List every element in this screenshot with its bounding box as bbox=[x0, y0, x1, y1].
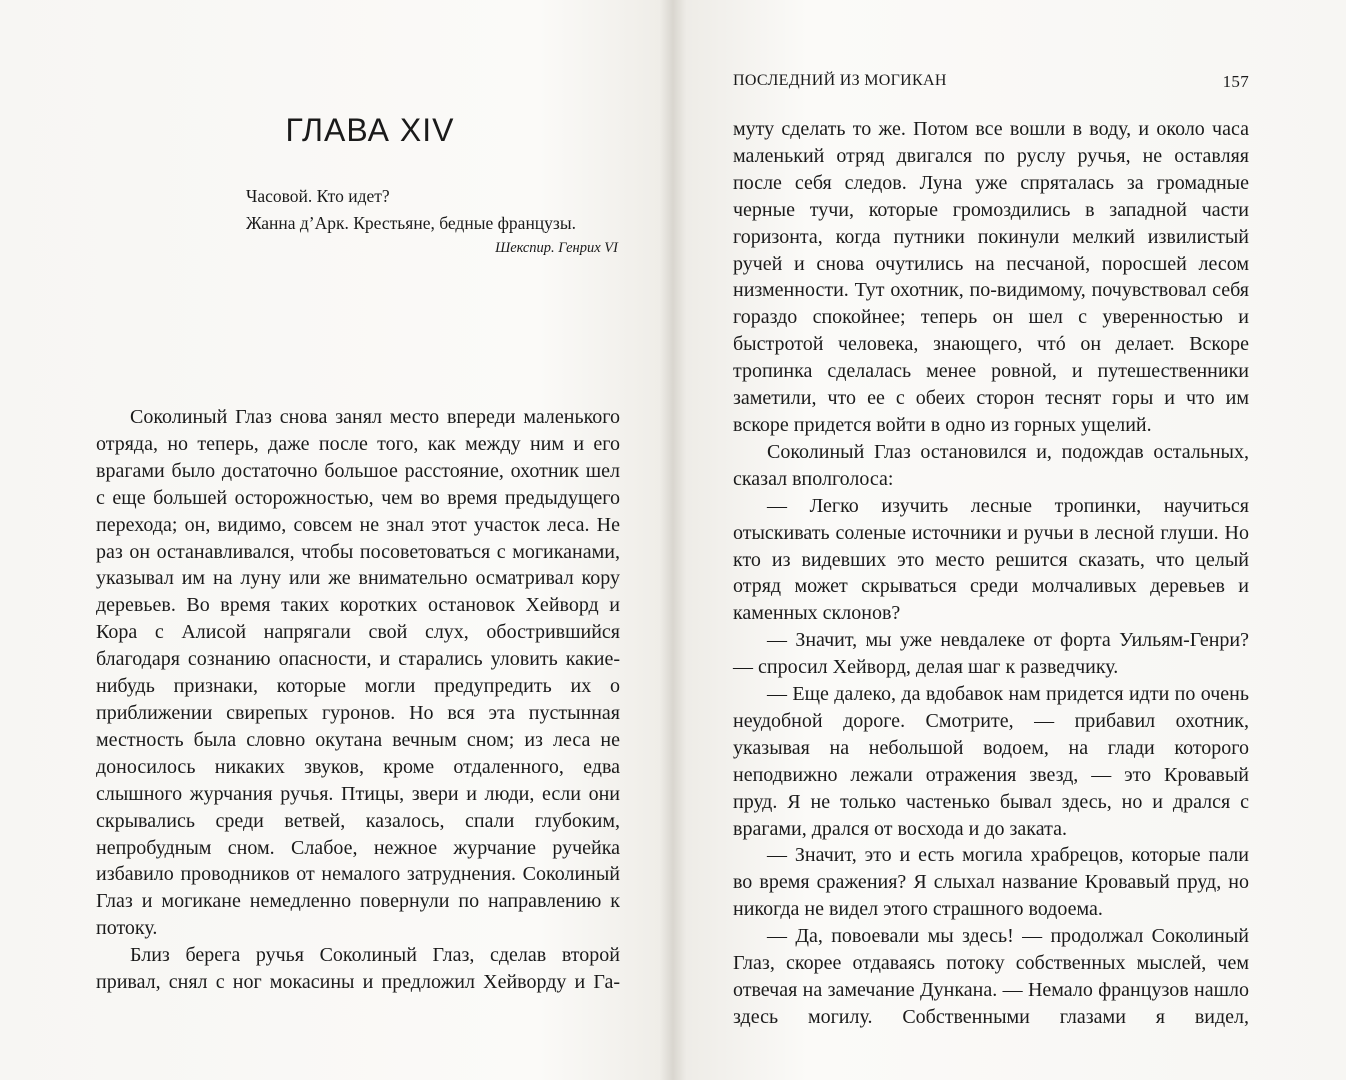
running-head-title: ПОСЛЕДНИЙ ИЗ МОГИКАН bbox=[733, 72, 947, 89]
paragraph: — Значит, мы уже невдалеке от форта Уильям-Генри? — спросил Хейворд, делая шаг к разведчику. bbox=[733, 629, 1249, 679]
left-body-text bbox=[96, 404, 620, 996]
paragraph: — Значит, это и есть могила храбрецов, которые пали во время сражения? Я слыхал название Кровавый пруд, но никогда не видел этого страшного водоема. bbox=[733, 844, 1249, 921]
paragraph: Соколиный Глаз остановился и, подождав остальных, сказал вполголоса: bbox=[733, 440, 1249, 490]
epigraph bbox=[246, 183, 618, 259]
paragraph: — Да, повоевали мы здесь! — продолжал Соколиный Глаз, скорее отдаваясь потоку собственных мыслей, чем отвечая на замечание Дункана. — Немало французов нашло здесь могилу. Собственными глазами я видел, bbox=[733, 925, 1249, 1028]
paragraph: Соколиный Глаз снова занял место впереди маленького отряда, но теперь, даже после того, как между ним и его врагами было достаточно большое расстояние, охотник шел с еще большей осторожностью, чем во время предыдущего перехода; он, видимо, совсем не знал этот участок леса. Не раз он останавливался, чтобы посоветоваться с могиканами, указывал им на луну или же внимательно осматривал кору деревьев. Во время таких коротких остановок Хейворд и Кора с Алисой напрягали свой слух, обострившийся благодаря сознанию опасности, и старались уловить какие-нибудь признаки, которые могли предупредить их о приближении свирепых гуронов. Но вся эта пустынная местность была словно окутана вечным сном; из леса не доносилось никаких звуков, кроме отдаленного, едва слышного журчания ручья. Птицы, звери и люди, если они скрывались среди ветвей, казалось, спали глубоким, непробудным сном. Слабое, нежное журчание ручейка избавило проводников от немалого затруднения. Соколиный Глаз и могикане немедленно повернули по направлению к потоку. bbox=[96, 406, 620, 940]
page-number: 157 bbox=[1222, 72, 1249, 91]
right-page bbox=[673, 0, 1346, 1080]
epigraph-line-2: Жанна д’Арк. Крестьяне, бедные французы. bbox=[246, 213, 576, 233]
right-body-text bbox=[733, 116, 1249, 1031]
paragraph: — Легко изучить лесные тропинки, научиться отыскивать соленые источники и ручьи в лесной глуши. Но кто из видевших это место решится сказать, что целый отряд может скрываться среди молчаливых деревьев и каменных склонов? bbox=[733, 494, 1249, 625]
paragraph: Близ берега ручья Соколиный Глаз, сделав второй привал, снял с ног мокасины и предложил Хейворду и Га- bbox=[96, 944, 620, 994]
epigraph-line-1: Часовой. Кто идет? bbox=[246, 186, 390, 206]
epigraph-attribution: Шекспир. Генрих VI bbox=[495, 240, 618, 256]
chapter-title: ГЛАВА XIV bbox=[285, 112, 455, 148]
paragraph: — Еще далеко, да вдобавок нам придется идти по очень неудобной дороге. Смотрите, — прибавил охотник, указывая на небольшой водоем, на глади которого неподвижно лежали отражения звезд, — это Кровавый пруд. Я не только частенько бывал здесь, но и дрался с врагами, дрался от восхода и до заката. bbox=[733, 683, 1249, 840]
paragraph: муту сделать то же. Потом все вошли в воду, и около часа маленький отряд двигался по руслу ручья, не оставляя после себя следов. Луна уже спряталась за громадные черные тучи, которые громоздились в западной части горизонта, когда путники покинули мелкий извилистый ручей и снова очутились на песчаной, поросшей лесом низменности. Тут охотник, по-видимому, почувствовал себя гораздо спокойнее; теперь он шел с уверенностью и быстротой человека, знающего, чтó он делает. Вскоре тропинка сделалась менее ровной, и путешественники заметили, что ее с обеих сторон теснят горы и что им вскоре придется войти в одно из горных ущелий. bbox=[733, 118, 1249, 436]
